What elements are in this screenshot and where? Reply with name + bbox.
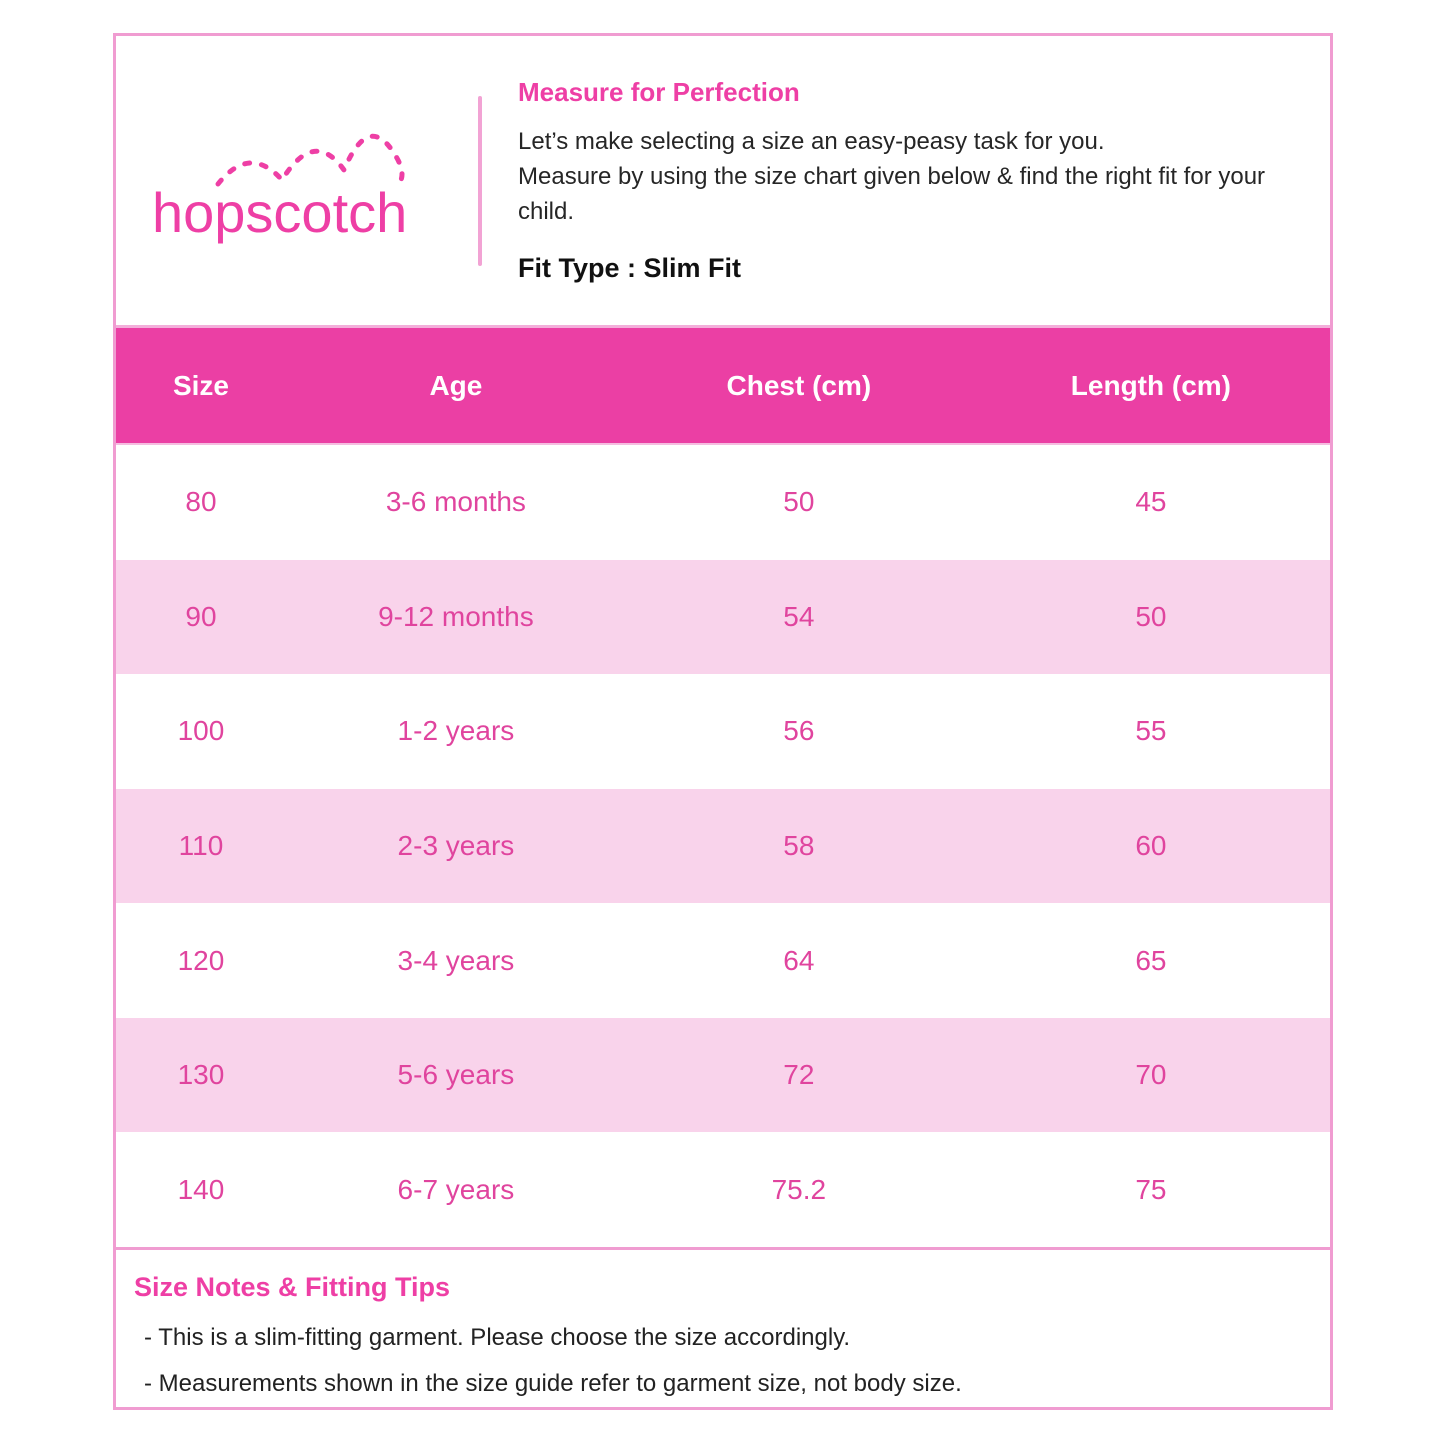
table-row xyxy=(116,789,1330,904)
table-row xyxy=(116,560,1330,675)
cell-length: 75 xyxy=(1135,1173,1167,1205)
cell-age: 9-12 months xyxy=(378,600,534,632)
cell-chest: 58 xyxy=(783,830,815,862)
table-row xyxy=(116,903,1330,1018)
cell-age: 1-2 years xyxy=(397,715,515,747)
cell-age: 3-4 years xyxy=(397,944,515,976)
size-notes-title: Size Notes & Fitting Tips xyxy=(134,1272,451,1302)
cell-chest: 54 xyxy=(783,600,815,632)
size-note-item: - This is a slim-fitting garment. Please choose the size accordingly. xyxy=(144,1324,851,1351)
cell-chest: 75.2 xyxy=(771,1173,827,1205)
table-row xyxy=(116,1132,1330,1247)
cell-length: 70 xyxy=(1135,1059,1167,1091)
table-row xyxy=(116,674,1330,789)
fit-type-label: Fit Type : Slim Fit xyxy=(518,253,742,283)
cell-age: 6-7 years xyxy=(397,1173,515,1205)
cell-size: 120 xyxy=(177,944,225,976)
table-header-row xyxy=(116,328,1330,445)
cell-size: 130 xyxy=(177,1059,225,1091)
cell-size: 90 xyxy=(185,600,217,632)
intro-text-block xyxy=(518,77,1288,284)
measure-title: Measure for Perfection xyxy=(518,77,800,107)
column-header-length: Length (cm) xyxy=(1070,369,1232,401)
intro-line-2: Measure by using the size chart given below & find the right fit for your child. xyxy=(518,163,1266,225)
cell-chest: 56 xyxy=(783,715,815,747)
table-body xyxy=(116,445,1330,1247)
hopscotch-logo xyxy=(152,120,442,244)
cell-length: 50 xyxy=(1135,600,1167,632)
cell-size: 80 xyxy=(185,486,217,518)
cell-size: 110 xyxy=(178,830,224,862)
cell-age: 5-6 years xyxy=(397,1059,515,1091)
cell-length: 60 xyxy=(1135,830,1167,862)
cell-chest: 50 xyxy=(783,486,815,518)
cell-size: 140 xyxy=(177,1173,225,1205)
table-row xyxy=(116,445,1330,560)
header-section xyxy=(116,36,1330,328)
cell-chest: 64 xyxy=(783,944,815,976)
column-header-age: Age xyxy=(429,369,483,401)
brand-logo xyxy=(116,120,478,244)
column-header-size: Size xyxy=(172,369,229,401)
cell-age: 2-3 years xyxy=(397,830,515,862)
cell-chest: 72 xyxy=(783,1059,815,1091)
table-row xyxy=(116,1018,1330,1133)
cell-length: 65 xyxy=(1135,944,1167,976)
vertical-divider xyxy=(478,96,482,266)
cell-age: 3-6 months xyxy=(385,486,526,518)
size-notes-section xyxy=(116,1247,1330,1407)
cell-length: 45 xyxy=(1135,486,1167,518)
hopscotch-logo-text: hopscotch xyxy=(152,181,408,244)
column-header-chest: Chest (cm) xyxy=(726,369,872,401)
cell-length: 55 xyxy=(1135,715,1167,747)
intro-line-1: Let’s make selecting a size an easy-peasy task for you. xyxy=(518,128,1105,155)
size-chart-frame xyxy=(113,33,1333,1410)
cell-size: 100 xyxy=(177,715,225,747)
size-note-item: - Measurements shown in the size guide refer to garment size, not body size. xyxy=(144,1370,962,1397)
